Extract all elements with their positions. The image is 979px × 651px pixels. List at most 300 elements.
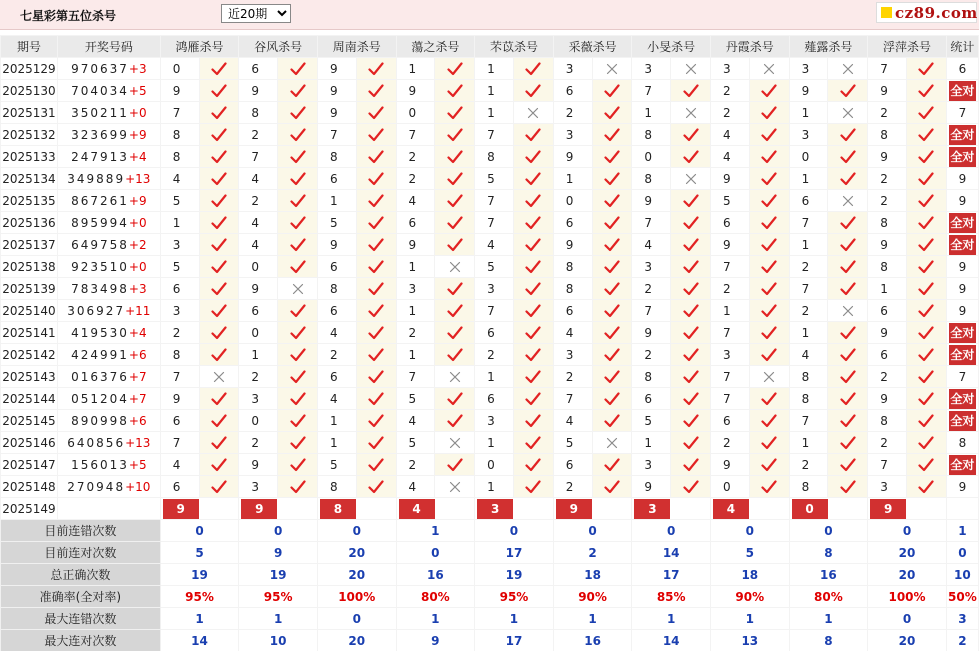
draw-cell [57, 476, 160, 498]
check-icon [749, 432, 789, 454]
kill-number: 9 [868, 146, 907, 168]
current-stat-empty [946, 498, 978, 520]
check-icon [592, 454, 632, 476]
issue-cell: 2025137 [1, 234, 58, 256]
table-row [1, 344, 979, 366]
summary-value: 2 [553, 542, 632, 564]
summary-value: 18 [553, 564, 632, 586]
issue-cell: 2025132 [1, 124, 58, 146]
check-icon [435, 190, 475, 212]
kill-number: 9 [868, 322, 907, 344]
kill-number: 5 [317, 212, 356, 234]
kill-number: 5 [475, 256, 514, 278]
check-icon [513, 388, 553, 410]
summary-value: 5 [160, 542, 239, 564]
draw-digits: 306927 [67, 303, 126, 318]
table-row [1, 168, 979, 190]
kill-number: 2 [710, 432, 749, 454]
kill-number: 4 [160, 168, 199, 190]
current-kill-number: 9 [241, 499, 277, 519]
kill-number-table [0, 35, 979, 651]
stat-cell [946, 234, 978, 256]
kill-number: 6 [396, 212, 435, 234]
kill-number: 1 [396, 344, 435, 366]
check-icon [435, 322, 475, 344]
summary-value: 19 [475, 564, 554, 586]
kill-number: 9 [632, 322, 671, 344]
col-expert: 谷风杀号 [239, 36, 318, 58]
draw-cell [57, 344, 160, 366]
draw-plus: +0 [128, 259, 147, 274]
kill-number: 7 [396, 366, 435, 388]
cross-icon [199, 366, 239, 388]
check-icon [828, 124, 868, 146]
kill-number: 9 [317, 80, 356, 102]
kill-number: 2 [475, 344, 514, 366]
check-icon [513, 212, 553, 234]
check-icon [199, 146, 239, 168]
kill-number: 4 [710, 124, 749, 146]
check-icon [278, 300, 318, 322]
kill-number: 2 [632, 344, 671, 366]
kill-number: 8 [868, 410, 907, 432]
summary-row [1, 564, 979, 586]
kill-number: 9 [317, 234, 356, 256]
summary-value: 17 [475, 630, 554, 651]
summary-value: 5 [710, 542, 789, 564]
brand-logo[interactable] [876, 2, 977, 23]
col-issue: 期号 [1, 36, 58, 58]
kill-number: 9 [553, 146, 592, 168]
current-kill-label: 当前期杀号 [57, 498, 160, 520]
check-icon [278, 344, 318, 366]
kill-number: 9 [396, 234, 435, 256]
check-icon [907, 146, 947, 168]
table-row [1, 234, 979, 256]
kill-number: 3 [160, 234, 199, 256]
current-kill-number: 4 [399, 499, 435, 519]
stat-cell: 9 [946, 278, 978, 300]
check-icon [671, 410, 711, 432]
check-icon [749, 278, 789, 300]
kill-number: 7 [475, 124, 514, 146]
kill-number: 8 [239, 102, 278, 124]
draw-digits: 156013 [71, 457, 129, 472]
draw-plus: +5 [128, 83, 147, 98]
check-icon [278, 212, 318, 234]
draw-cell [57, 366, 160, 388]
issue-cell: 2025133 [1, 146, 58, 168]
check-icon [671, 366, 711, 388]
issue-cell: 2025138 [1, 256, 58, 278]
check-icon [671, 190, 711, 212]
check-icon [592, 80, 632, 102]
check-icon [356, 80, 396, 102]
summary-value: 18 [710, 564, 789, 586]
check-icon [828, 234, 868, 256]
kill-number: 1 [789, 322, 828, 344]
summary-value: 85% [632, 586, 711, 608]
draw-plus: +9 [128, 127, 147, 142]
kill-number: 0 [710, 476, 749, 498]
kill-number: 3 [868, 476, 907, 498]
cross-icon [749, 58, 789, 80]
draw-plus: +3 [128, 281, 147, 296]
draw-cell [57, 124, 160, 146]
stat-cell: 7 [946, 366, 978, 388]
check-icon [671, 278, 711, 300]
check-icon [513, 58, 553, 80]
kill-number: 1 [317, 410, 356, 432]
kill-number: 3 [710, 344, 749, 366]
summary-value: 14 [160, 630, 239, 651]
kill-number: 7 [160, 432, 199, 454]
page-title: 七星彩第五位杀号 [20, 9, 117, 23]
kill-number: 1 [239, 344, 278, 366]
check-icon [907, 212, 947, 234]
kill-number: 8 [160, 146, 199, 168]
cross-icon [671, 102, 711, 124]
kill-number: 1 [475, 476, 514, 498]
kill-number: 2 [868, 102, 907, 124]
kill-number: 2 [239, 366, 278, 388]
kill-number: 2 [632, 278, 671, 300]
check-icon [278, 124, 318, 146]
check-icon [199, 344, 239, 366]
kill-number: 4 [396, 476, 435, 498]
draw-cell [57, 146, 160, 168]
current-kill-cell [239, 498, 318, 520]
current-kill-number: 3 [477, 499, 513, 519]
current-kill-number: 0 [792, 499, 828, 519]
check-icon [907, 190, 947, 212]
stat-cell: 8 [946, 432, 978, 454]
current-kill-cell [317, 498, 396, 520]
kill-number: 9 [160, 80, 199, 102]
check-icon [592, 344, 632, 366]
check-icon [199, 58, 239, 80]
summary-value: 16 [553, 630, 632, 651]
check-icon [828, 476, 868, 498]
stat-cell [946, 212, 978, 234]
check-icon [749, 322, 789, 344]
table-row [1, 322, 979, 344]
kill-number: 4 [317, 322, 356, 344]
check-icon [513, 256, 553, 278]
kill-number: 6 [317, 168, 356, 190]
check-icon [907, 366, 947, 388]
issue-cell: 2025136 [1, 212, 58, 234]
kill-number: 1 [475, 80, 514, 102]
kill-number: 2 [710, 278, 749, 300]
check-icon [592, 124, 632, 146]
draw-plus: +2 [128, 237, 147, 252]
issue-cell: 2025145 [1, 410, 58, 432]
check-icon [513, 168, 553, 190]
summary-value: 1 [632, 608, 711, 630]
summary-value: 1 [239, 608, 318, 630]
stat-cell [946, 344, 978, 366]
stat-cell: 7 [946, 102, 978, 124]
issue-cell: 2025130 [1, 80, 58, 102]
check-icon [907, 168, 947, 190]
check-icon [513, 234, 553, 256]
kill-number: 2 [553, 102, 592, 124]
check-icon [199, 102, 239, 124]
draw-digits: 649758 [71, 237, 129, 252]
check-icon [356, 322, 396, 344]
table-row [1, 212, 979, 234]
kill-number: 6 [553, 454, 592, 476]
summary-row [1, 586, 979, 608]
kill-number: 2 [710, 102, 749, 124]
kill-number: 9 [632, 190, 671, 212]
kill-number: 3 [632, 256, 671, 278]
check-icon [907, 432, 947, 454]
summary-label: 目前连对次数 [1, 542, 161, 564]
draw-cell [57, 102, 160, 124]
summary-value: 90% [553, 586, 632, 608]
check-icon [749, 190, 789, 212]
stat-cell: 9 [946, 168, 978, 190]
check-icon [513, 124, 553, 146]
table-row [1, 102, 979, 124]
check-icon [749, 300, 789, 322]
kill-number: 1 [632, 102, 671, 124]
stat-cell [946, 388, 978, 410]
kill-number: 3 [553, 344, 592, 366]
check-icon [592, 102, 632, 124]
current-kill-cell [789, 498, 868, 520]
kill-number: 6 [475, 388, 514, 410]
kill-number: 1 [396, 58, 435, 80]
check-icon [592, 476, 632, 498]
kill-number: 6 [239, 300, 278, 322]
kill-number: 4 [160, 454, 199, 476]
kill-number: 7 [396, 124, 435, 146]
kill-number: 2 [396, 322, 435, 344]
check-icon [907, 58, 947, 80]
summary-value: 20 [317, 542, 396, 564]
kill-number: 8 [789, 388, 828, 410]
check-icon [356, 432, 396, 454]
summary-value: 16 [789, 564, 868, 586]
issue-cell: 2025144 [1, 388, 58, 410]
check-icon [278, 190, 318, 212]
kill-number: 7 [789, 410, 828, 432]
stat-cell: 6 [946, 58, 978, 80]
check-icon [749, 410, 789, 432]
check-icon [199, 234, 239, 256]
draw-digits: 016376 [71, 369, 129, 384]
current-kill-cell [868, 498, 947, 520]
current-issue: 2025149 [1, 498, 58, 520]
kill-number: 9 [239, 80, 278, 102]
check-icon [435, 146, 475, 168]
table-row [1, 278, 979, 300]
kill-number: 9 [868, 388, 907, 410]
kill-number: 9 [868, 80, 907, 102]
current-kill-cell [553, 498, 632, 520]
check-icon [199, 256, 239, 278]
check-icon [199, 300, 239, 322]
col-stat: 统计 [946, 36, 978, 58]
check-icon [749, 212, 789, 234]
kill-number: 8 [317, 476, 356, 498]
check-icon [749, 388, 789, 410]
kill-number: 2 [868, 190, 907, 212]
check-icon [749, 124, 789, 146]
kill-number: 5 [632, 410, 671, 432]
check-icon [513, 366, 553, 388]
kill-number: 0 [789, 146, 828, 168]
draw-digits: 867261 [71, 193, 129, 208]
check-icon [671, 432, 711, 454]
kill-number: 1 [789, 168, 828, 190]
kill-number: 2 [553, 476, 592, 498]
table-row [1, 366, 979, 388]
check-icon [907, 410, 947, 432]
summary-value: 2 [946, 630, 978, 651]
stat-cell [946, 124, 978, 146]
kill-number: 9 [710, 454, 749, 476]
cross-icon [435, 256, 475, 278]
check-icon [513, 322, 553, 344]
draw-plus: +11 [125, 303, 151, 318]
check-icon [435, 234, 475, 256]
table-row [1, 124, 979, 146]
draw-digits: 895994 [71, 215, 129, 230]
check-icon [435, 168, 475, 190]
period-select[interactable] [221, 4, 291, 23]
draw-cell [57, 168, 160, 190]
issue-cell: 2025131 [1, 102, 58, 124]
draw-digits: 247913 [71, 149, 129, 164]
table-row [1, 256, 979, 278]
kill-number: 6 [868, 344, 907, 366]
col-expert: 小旻杀号 [632, 36, 711, 58]
cross-icon [278, 278, 318, 300]
summary-value: 1 [789, 608, 868, 630]
kill-number: 4 [239, 212, 278, 234]
stat-cell: 9 [946, 300, 978, 322]
check-icon [356, 234, 396, 256]
summary-value: 0 [868, 520, 947, 542]
kill-number: 7 [475, 212, 514, 234]
draw-cell [57, 80, 160, 102]
cross-icon [749, 366, 789, 388]
kill-number: 4 [553, 410, 592, 432]
check-icon [592, 410, 632, 432]
kill-number: 5 [553, 432, 592, 454]
kill-number: 7 [317, 124, 356, 146]
kill-number: 7 [868, 454, 907, 476]
check-icon [828, 410, 868, 432]
check-icon [592, 322, 632, 344]
check-icon [356, 168, 396, 190]
check-icon [435, 454, 475, 476]
cross-icon [828, 58, 868, 80]
kill-number: 1 [396, 300, 435, 322]
check-icon [749, 146, 789, 168]
kill-number: 9 [317, 102, 356, 124]
check-icon [907, 256, 947, 278]
kill-number: 6 [868, 300, 907, 322]
draw-plus: +4 [128, 149, 147, 164]
check-icon [749, 256, 789, 278]
check-icon [513, 432, 553, 454]
all-correct-badge: 全对 [949, 81, 976, 101]
summary-value: 0 [632, 520, 711, 542]
check-icon [907, 278, 947, 300]
check-icon [278, 410, 318, 432]
check-icon [828, 80, 868, 102]
draw-plus: +6 [128, 413, 147, 428]
all-correct-badge: 全对 [949, 147, 976, 167]
kill-number: 6 [317, 366, 356, 388]
kill-number: 6 [632, 388, 671, 410]
check-icon [592, 366, 632, 388]
check-icon [356, 256, 396, 278]
summary-value: 10 [239, 630, 318, 651]
kill-number: 4 [396, 410, 435, 432]
kill-number: 7 [160, 366, 199, 388]
table-row [1, 388, 979, 410]
kill-number: 3 [239, 388, 278, 410]
check-icon [671, 388, 711, 410]
kill-number: 2 [396, 168, 435, 190]
draw-plus: +5 [128, 457, 147, 472]
summary-value: 0 [553, 520, 632, 542]
check-icon [278, 58, 318, 80]
kill-number: 2 [789, 300, 828, 322]
check-icon [278, 234, 318, 256]
check-icon [199, 190, 239, 212]
draw-digits: 051204 [71, 391, 129, 406]
summary-value: 20 [868, 564, 947, 586]
table-row [1, 190, 979, 212]
kill-number: 7 [160, 102, 199, 124]
check-icon [828, 388, 868, 410]
check-icon [513, 454, 553, 476]
all-correct-badge: 全对 [949, 389, 976, 409]
summary-value: 19 [239, 564, 318, 586]
summary-value: 9 [239, 542, 318, 564]
issue-cell: 2025140 [1, 300, 58, 322]
check-icon [199, 410, 239, 432]
issue-cell: 2025141 [1, 322, 58, 344]
summary-value: 100% [868, 586, 947, 608]
summary-value: 95% [160, 586, 239, 608]
kill-number: 2 [789, 256, 828, 278]
kill-number: 1 [789, 432, 828, 454]
all-correct-badge: 全对 [949, 235, 976, 255]
table-row [1, 146, 979, 168]
kill-number: 3 [632, 454, 671, 476]
kill-number: 9 [710, 234, 749, 256]
kill-number: 9 [632, 476, 671, 498]
check-icon [907, 124, 947, 146]
draw-digits: 350211 [71, 105, 129, 120]
summary-value: 0 [789, 520, 868, 542]
draw-plus: +13 [125, 435, 151, 450]
col-draw: 开奖号码 [57, 36, 160, 58]
current-kill-cell [710, 498, 789, 520]
kill-number: 4 [710, 146, 749, 168]
check-icon [199, 322, 239, 344]
kill-number: 6 [160, 476, 199, 498]
check-icon [671, 300, 711, 322]
